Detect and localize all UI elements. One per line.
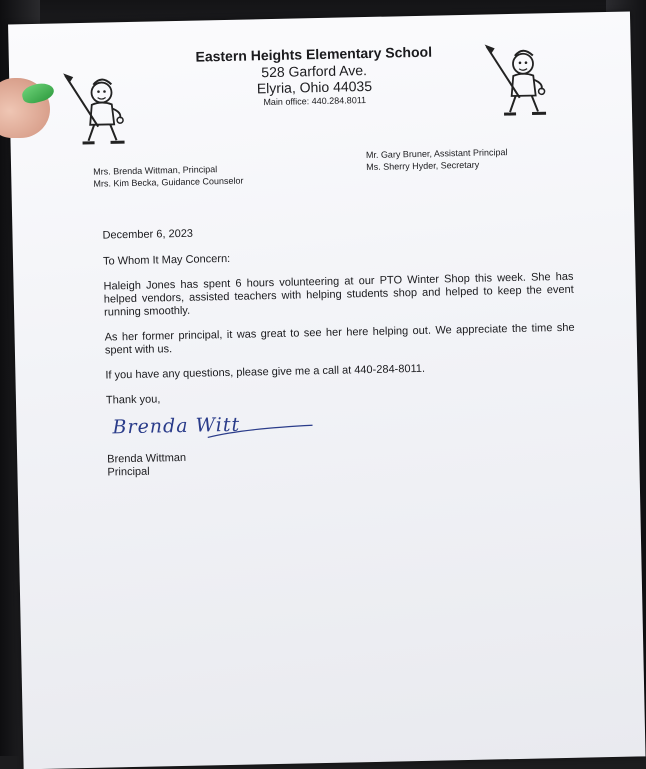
letter-paragraph: If you have any questions, please give me a call at 440-284-8011.: [105, 362, 426, 382]
school-name: Eastern Heights Elementary School: [195, 43, 433, 65]
pioneer-mascot-icon: [479, 41, 561, 123]
staff-secretary: Ms. Sherry Hyder, Secretary: [366, 159, 480, 173]
signature-text: Brenda Witt: [112, 413, 241, 439]
letter-paragraph: As her former principal, it was great to see her here helping out. We appreciate the time she spent with us.: [104, 321, 575, 357]
staff-principal: Mrs. Brenda Wittman, Principal: [93, 164, 218, 177]
letter-body: [102, 220, 577, 480]
pioneer-mascot-icon: [57, 70, 139, 152]
letter-salutation: To Whom It May Concern:: [102, 252, 231, 268]
staff-list-left: [93, 163, 244, 190]
letter-closing: Thank you,: [105, 393, 161, 407]
school-letterhead: [159, 43, 470, 110]
letter-paper: [8, 11, 645, 769]
staff-list-right: [366, 146, 508, 173]
letter-date: December 6, 2023: [102, 227, 194, 242]
school-address-line2: Elyria, Ohio 44035: [256, 77, 373, 97]
signer-name: Brenda Wittman: [107, 451, 187, 466]
staff-assistant-principal: Mr. Gary Bruner, Assistant Principal: [365, 147, 508, 161]
main-office-phone: Main office: 440.284.8011: [263, 95, 367, 108]
school-address-line1: 528 Garford Ave.: [261, 62, 368, 81]
staff-guidance-counselor: Mrs. Kim Becka, Guidance Counselor: [93, 175, 244, 189]
letter-paragraph: Haleigh Jones has spent 6 hours volunteering at our PTO Winter Shop this week. She has helped vendors, assisted teachers with helping students shop and helped to keep the event running smoothly.: [103, 270, 574, 319]
signer-title: Principal: [107, 465, 150, 479]
handwritten-signature: [112, 411, 323, 451]
